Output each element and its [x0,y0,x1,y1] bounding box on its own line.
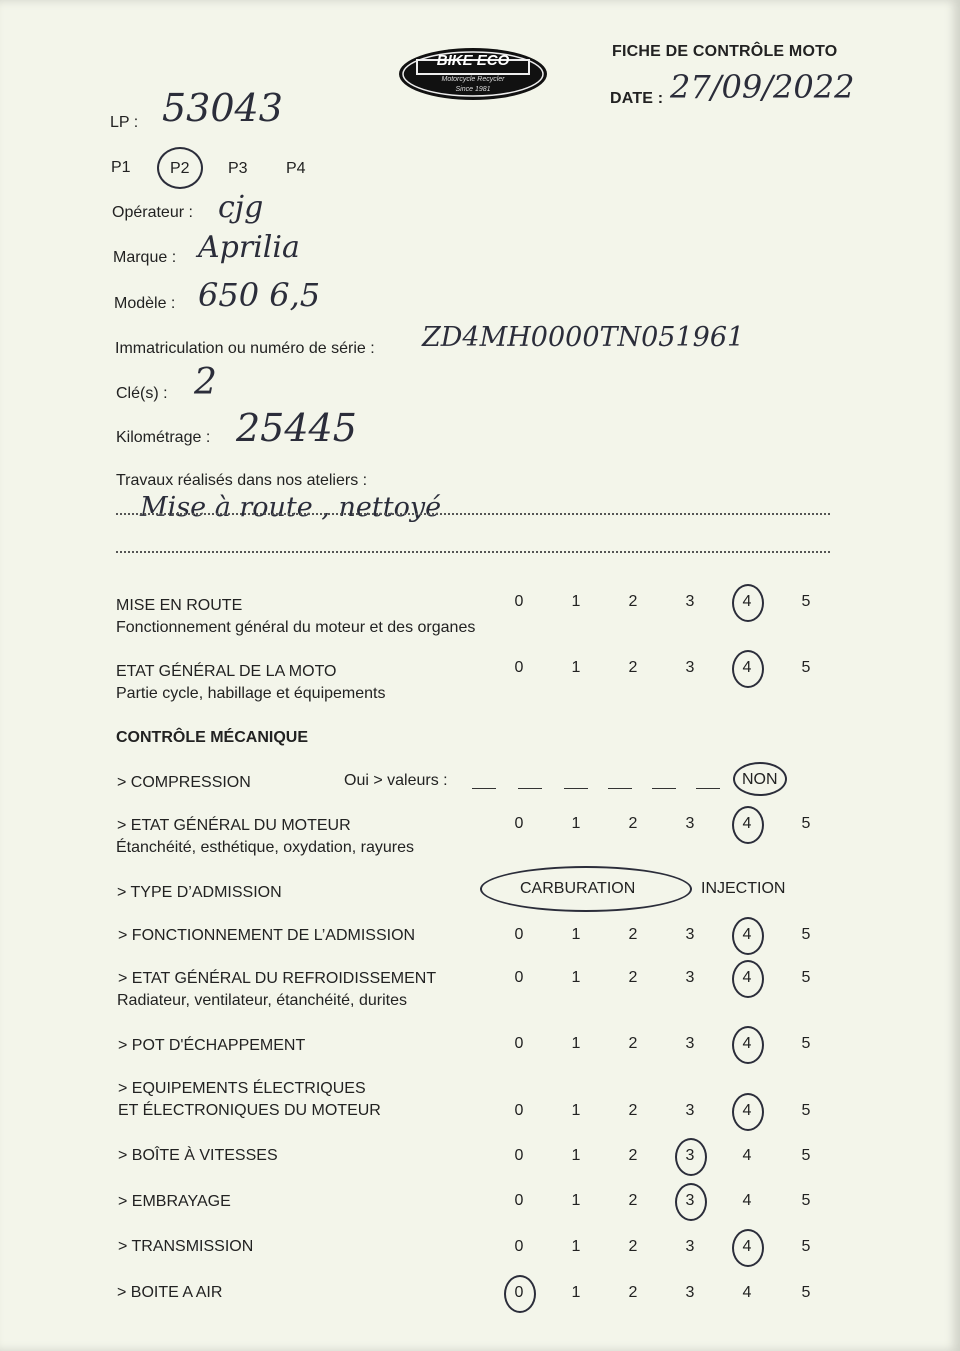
rating-option: 3 [685,1147,695,1164]
sheet-title: FICHE DE CONTRÔLE MOTO [612,43,838,60]
refroidissement-sub: Radiateur, ventilateur, étanchéité, durites [117,992,407,1009]
rating-option: 4 [742,1147,752,1164]
compression-selected-circle [733,762,787,796]
modele-label: Modèle : [114,295,176,312]
rating-option: 2 [628,1035,638,1052]
position-p3: P3 [228,160,248,177]
mise-en-route-label: MISE EN ROUTE [116,597,243,614]
rating-option: 4 [742,1284,752,1301]
rating-option: 3 [685,926,695,943]
operateur-label: Opérateur : [112,204,193,221]
refroidissement-label: > ETAT GÉNÉRAL DU REFROIDISSEMENT [118,970,437,987]
transmission-label: > TRANSMISSION [118,1238,254,1255]
rating-option: 1 [571,659,581,676]
rating-option: 2 [628,1192,638,1209]
modele-value: 650 6,5 [198,276,321,314]
rating-option: 1 [571,926,581,943]
rating-option: 3 [685,1284,695,1301]
rating-option: 3 [685,1238,695,1255]
rating-option: 5 [801,1102,811,1119]
rating-selected-circle [504,1275,536,1313]
travaux-line-1 [116,513,830,515]
rating-option: 4 [742,1192,752,1209]
rating-selected-circle [732,917,764,955]
rating-option: 3 [685,815,695,832]
etat-moteur-label: > ETAT GÉNÉRAL DU MOTEUR [117,817,351,834]
rating-option: 0 [514,1192,524,1209]
rating-option: 1 [571,593,581,610]
rating-option: 3 [685,1035,695,1052]
marque-label: Marque : [113,249,177,266]
cles-value: 2 [194,362,217,403]
rating-selected-circle [732,806,764,844]
rating-option: 4 [742,815,752,832]
rating-option: 0 [514,1035,524,1052]
rating-option: 3 [685,659,695,676]
rating-option: 4 [742,1238,752,1255]
rating-option: 5 [801,593,811,610]
rating-option: 0 [514,969,524,986]
compression-oui-label: Oui > valeurs : [344,772,448,789]
position-p1: P1 [111,159,131,176]
rating-option: 5 [801,926,811,943]
rating-option: 1 [571,1035,581,1052]
rating-option: 2 [628,926,638,943]
rating-option: 5 [801,1284,811,1301]
marque-value: Aprilia [198,230,300,265]
rating-option: 2 [628,659,638,676]
logo-brand: BIKE ECO [436,52,510,69]
rating-selected-circle [675,1138,707,1176]
echappement-label: > POT D'ÉCHAPPEMENT [118,1037,306,1054]
mise-en-route-sub: Fonctionnement général du moteur et des organes [116,619,476,636]
rating-selected-circle [732,1093,764,1131]
rating-option: 1 [571,1147,581,1164]
carburation-option: CARBURATION [520,880,636,897]
rating-option: 4 [742,1102,752,1119]
embrayage-label: > EMBRAYAGE [118,1193,231,1210]
rating-option: 1 [571,1192,581,1209]
travaux-line-2 [116,551,830,553]
rating-option: 5 [801,659,811,676]
rating-selected-circle [675,1183,707,1221]
date-label: DATE : [610,90,664,107]
logo-tagline-2: Since 1981 [455,86,491,93]
valeur-blank [564,788,588,789]
electrique-sub: ET ÉLECTRONIQUES DU MOTEUR [118,1102,381,1119]
position-p4: P4 [286,160,306,177]
logo-tagline-1: Motorcycle Recycler [441,76,505,83]
rating-option: 5 [801,1238,811,1255]
rating-option: 1 [571,1238,581,1255]
position-selected-circle [157,147,203,189]
boite-air-label: > BOITE A AIR [117,1284,223,1301]
valeur-blank [696,788,720,789]
travaux-label: Travaux réalisés dans nos ateliers : [116,472,368,489]
etat-moto-sub: Partie cycle, habillage et équipements [116,685,386,702]
rating-option: 5 [801,1035,811,1052]
rating-option: 3 [685,1192,695,1209]
rating-option: 2 [628,815,638,832]
lp-value: 53043 [162,86,283,130]
rating-option: 0 [514,926,524,943]
carburation-selected-circle [480,866,692,912]
rating-option: 0 [514,1102,524,1119]
rating-option: 2 [628,1238,638,1255]
valeur-blank [608,788,632,789]
compression-label: > COMPRESSION [117,774,251,791]
rating-option: 2 [628,1147,638,1164]
compression-non: NON [742,771,778,788]
rating-option: 4 [742,969,752,986]
rating-option: 4 [742,593,752,610]
rating-option: 1 [571,815,581,832]
operateur-value: cjg [218,190,264,225]
rating-option: 1 [571,1284,581,1301]
rating-option: 2 [628,593,638,610]
km-label: Kilométrage : [116,429,211,446]
rating-option: 3 [685,969,695,986]
rating-selected-circle [732,1229,764,1267]
rating-selected-circle [732,1026,764,1064]
rating-selected-circle [732,650,764,688]
rating-option: 0 [514,593,524,610]
rating-option: 3 [685,593,695,610]
valeur-blank [518,788,542,789]
fonct-admission-label: > FONCTIONNEMENT DE L’ADMISSION [118,927,416,944]
rating-option: 3 [685,1102,695,1119]
section-title: CONTRÔLE MÉCANIQUE [116,729,308,746]
rating-option: 0 [514,1147,524,1164]
immat-value: ZD4MH0000TN051961 [422,322,745,353]
rating-option: 5 [801,969,811,986]
cles-label: Clé(s) : [116,385,168,402]
rating-option: 5 [801,1147,811,1164]
rating-option: 4 [742,659,752,676]
rating-option: 1 [571,1102,581,1119]
rating-option: 0 [514,1238,524,1255]
injection-option: INJECTION [701,880,786,897]
date-value: 27/09/2022 [670,68,855,106]
rating-option: 4 [742,1035,752,1052]
rating-option: 2 [628,1102,638,1119]
rating-option: 4 [742,926,752,943]
etat-moto-label: ETAT GÉNÉRAL DE LA MOTO [116,663,337,680]
rating-option: 2 [628,1284,638,1301]
type-admission-label: > TYPE D’ADMISSION [117,884,282,901]
rating-option: 5 [801,1192,811,1209]
lp-label: LP : [110,114,139,131]
etat-moteur-sub: Étanchéité, esthétique, oxydation, rayures [116,839,414,856]
boite-vitesses-label: > BOÎTE À VITESSES [118,1147,278,1164]
immat-label: Immatriculation ou numéro de série : [115,340,375,357]
rating-option: 1 [571,969,581,986]
electrique-label: > EQUIPEMENTS ÉLECTRIQUES [118,1080,366,1097]
position-p2: P2 [170,160,190,177]
rating-option: 0 [514,659,524,676]
rating-option: 0 [514,1284,524,1301]
rating-selected-circle [732,960,764,998]
travaux-value: Mise à route , nettoyé [140,492,442,523]
rating-option: 5 [801,815,811,832]
valeur-blank [472,788,496,789]
km-value: 25445 [236,406,357,450]
rating-option: 0 [514,815,524,832]
valeur-blank [652,788,676,789]
rating-option: 2 [628,969,638,986]
rating-selected-circle [732,584,764,622]
